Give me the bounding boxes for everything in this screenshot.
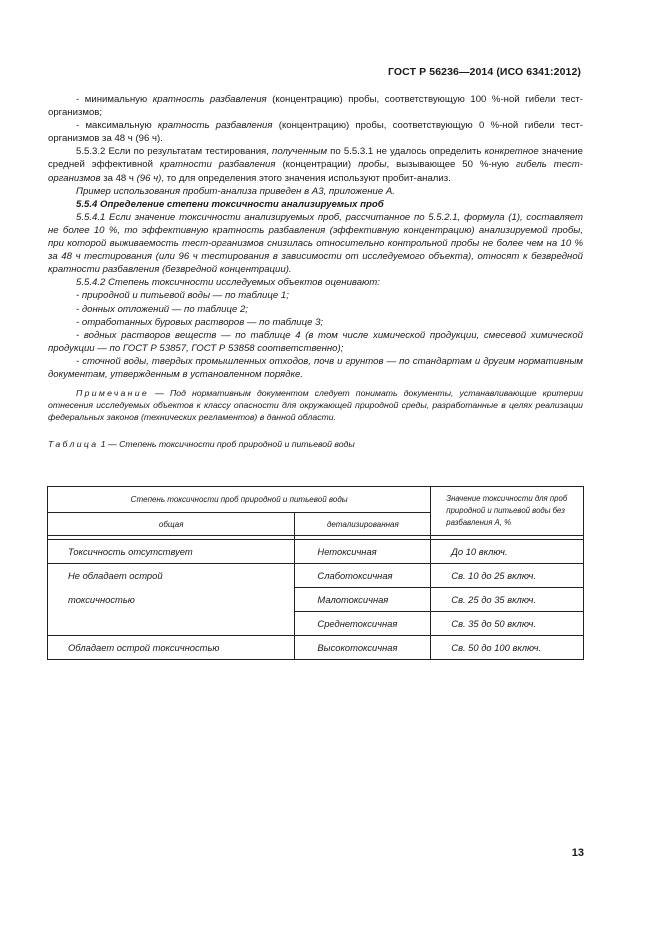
table-row: Не обладает острой Слаботоксичная Св. 10 до 25 включ. [48, 564, 584, 588]
note-text: — Под нормативным документом следует понимать документы, устанавливающие критерии отнесения исследуемых объектов к классу опасности для окружающей природной среды, разработанные в целях реализации федеральных законов (технических регламентов) в данной области. [48, 388, 583, 423]
table-row: токсичностью Малотоксичная Св. 25 до 35 включ. [48, 588, 584, 612]
paragraph-min-dilution: - минимальную кратность разбавления (концентрацию) пробы, соответствующую 100 %-ной гибели тест-организмов; [48, 94, 583, 119]
page-content [48, 93, 583, 451]
paragraph-probit-example: Пример использования пробит-анализа приведен в А3, приложение А. [76, 185, 395, 197]
table-row: Токсичность отсутствует Нетоксичная До 10 включ. [48, 540, 584, 564]
paragraph-max-dilution: - максимальную кратность разбавления (концентрацию) пробы, соответствующую 0 %-ной гибели тест-организмов за 48 ч (96 ч). [48, 120, 583, 145]
list-item: - природной и питьевой воды — по таблице 1; [76, 290, 289, 302]
table-header-value: Значение токсичности для проб природной и питьевой воды без разбавления А, % [431, 487, 584, 536]
paragraph-5-5-4-1: 5.5.4.1 Если значение токсичности анализируемых проб, рассчитанное по 5.5.2.1, формула (1), составляет не более 10 %, то эффективную кратность разбавления (эффективную концентрацию) анализируемой пробы, при которой выживаемость тест-организмов снизилась относительно контрольной пробы не более чем на 10 % за 48 ч тестирования (или 96 ч тестирования в зависимости от исследуемого объекта), относят к безвредной кратности разбавления (безвредной концентрации). [48, 211, 583, 276]
list-item: - сточной воды, твердых промышленных отходов, почв и грунтов — по стандартам и другим нормативным документам, утвержденным в установленном порядке. [48, 355, 583, 380]
note [48, 387, 583, 424]
list-item: - отработанных буровых растворов — по таблице 3; [76, 316, 324, 328]
page-number: 13 [571, 847, 584, 859]
table-header-detailed: детализированная [295, 513, 431, 536]
list-item: - донных отложений — по таблице 2; [76, 303, 248, 315]
table-row: Среднетоксичная Св. 35 до 50 включ. [48, 612, 584, 636]
section-heading-5-5-4: 5.5.4 Определение степени токсичности анализируемых проб [76, 198, 384, 210]
table-header-general: общая [48, 513, 295, 536]
toxicity-table [47, 486, 584, 660]
list-item: - водных растворов веществ — по таблице 4 (в том числе химической продукции, смесевой химической продукции — по ГОСТ Р 53857, ГОСТ Р 53858 соответственно); [48, 329, 583, 354]
document-header: ГОСТ Р 56236—2014 (ИСО 6341:2012) [388, 66, 581, 78]
table-header-group: Степень токсичности проб природной и питьевой воды [48, 487, 431, 513]
paragraph-5-5-4-2: 5.5.4.2 Степень токсичности исследуемых объектов оценивают: [76, 277, 380, 289]
table-caption: Таблица 1 — Степень токсичности проб природной и питьевой воды [48, 438, 355, 449]
paragraph-5-5-3-2: 5.5.3.2 Если по результатам тестирования, полученным по 5.5.3.1 не удалось определить конкретное значение средней эффективной кратности разбавления (концентрации) пробы, вызывающее 50 %-ную гибель тест-организмов за 48 ч (96 ч), то для определения этого значения используют пробит-анализ. [48, 146, 583, 184]
note-label: Примечание [76, 388, 150, 399]
table-row: Обладает острой токсичностью Высокотоксичная Св. 50 до 100 включ. [48, 636, 584, 660]
